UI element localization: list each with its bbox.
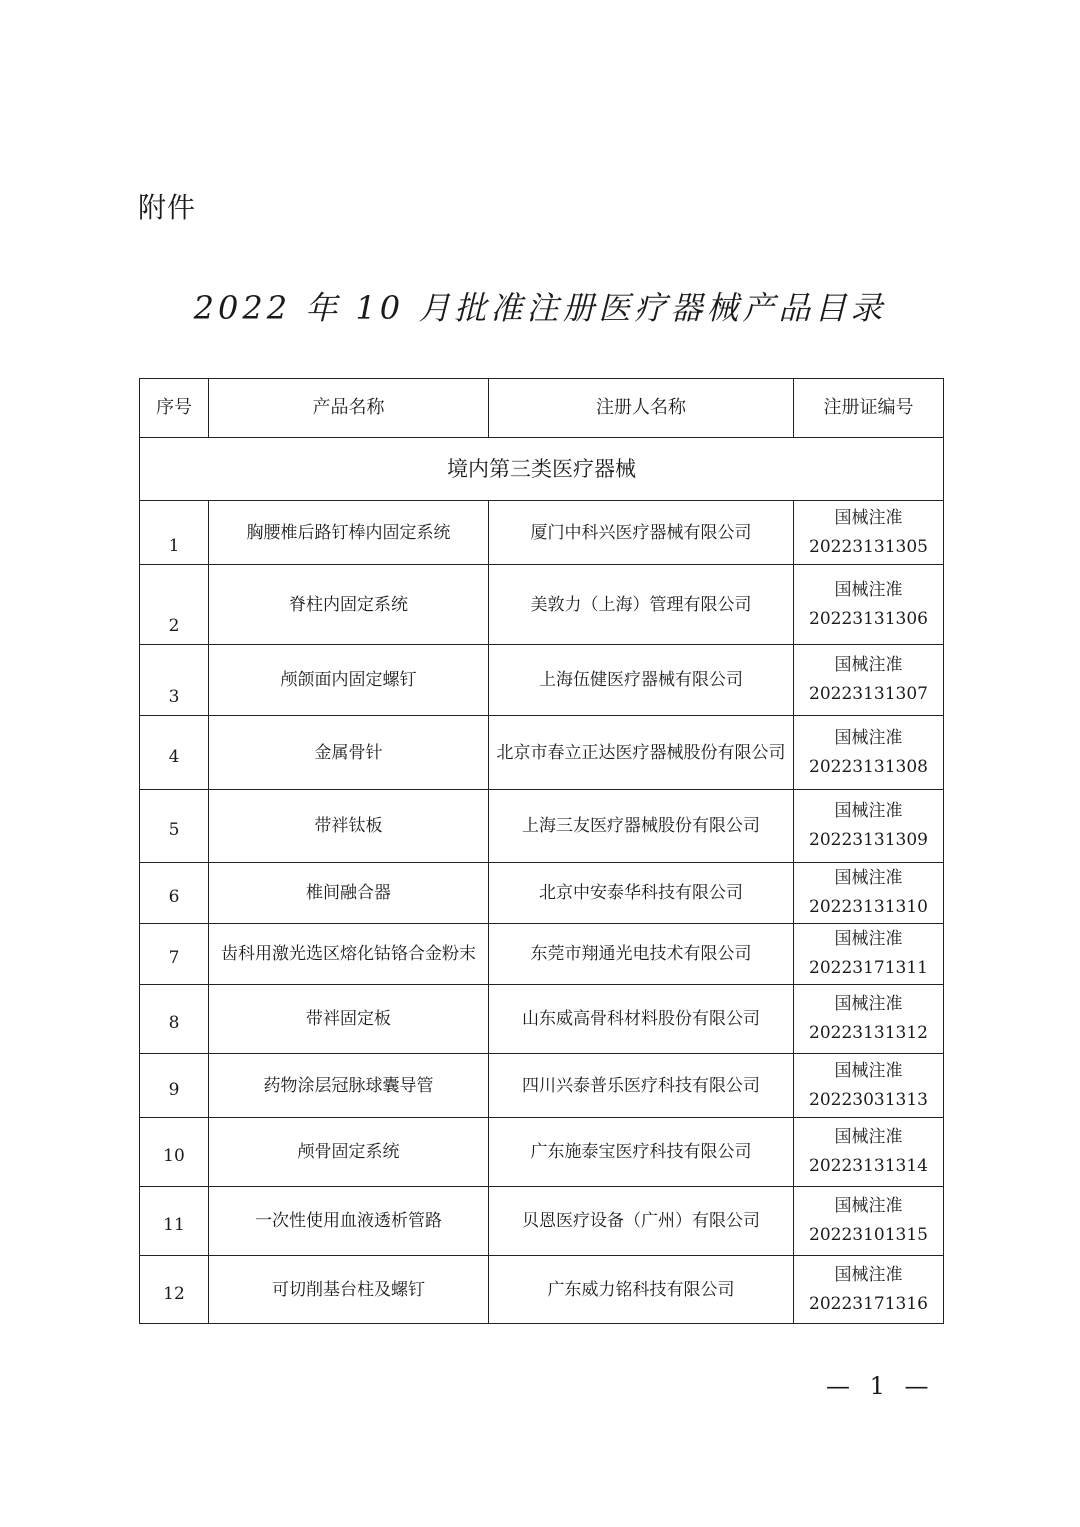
registrant-name: 贝恩医疗设备（广州）有限公司	[489, 1187, 794, 1256]
row-number: 10	[140, 1118, 209, 1187]
cert-code: 20223131312	[809, 1023, 928, 1043]
cert-number	[794, 924, 944, 985]
cert-code: 20223131310	[809, 897, 928, 917]
cert-code: 20223131308	[809, 756, 928, 777]
cert-code: 20223131306	[809, 608, 928, 629]
registrant-name: 上海三友医疗器械股份有限公司	[489, 790, 794, 863]
product-name: 颅骨固定系统	[209, 1118, 489, 1187]
cert-prefix: 国械注准	[834, 1060, 903, 1081]
table-row	[140, 1256, 944, 1324]
product-name: 一次性使用血液透析管路	[209, 1187, 489, 1256]
row-number: 1	[140, 501, 209, 565]
header-registrant: 注册人名称	[489, 379, 794, 438]
cert-number	[794, 1054, 944, 1118]
table-row	[140, 1187, 944, 1256]
row-number: 5	[140, 790, 209, 863]
product-name: 脊柱内固定系统	[209, 565, 489, 645]
product-name: 药物涂层冠脉球囊导管	[209, 1054, 489, 1118]
cert-code: 20223131309	[809, 830, 928, 850]
registrant-name: 北京中安泰华科技有限公司	[489, 863, 794, 924]
page-title: 2022 年 10 月批准注册医疗器械产品目录	[193, 289, 887, 327]
registrant-name: 上海伍健医疗器械有限公司	[489, 645, 794, 716]
registrant-name: 山东威高骨科材料股份有限公司	[489, 985, 794, 1054]
row-number: 3	[140, 645, 209, 716]
cert-prefix: 国械注准	[834, 655, 903, 675]
row-number: 9	[140, 1054, 209, 1118]
cert-code: 20223171316	[809, 1293, 928, 1314]
cert-prefix: 国械注准	[834, 929, 903, 949]
product-name: 胸腰椎后路钉棒内固定系统	[209, 501, 489, 565]
registrant-name: 广东威力铭科技有限公司	[489, 1256, 794, 1324]
row-number: 12	[140, 1256, 209, 1324]
header-product: 产品名称	[209, 379, 489, 438]
row-number: 2	[140, 565, 209, 645]
cert-prefix: 国械注准	[834, 1127, 903, 1147]
cert-prefix: 国械注准	[834, 579, 903, 600]
registrant-name: 美敦力（上海）管理有限公司	[489, 565, 794, 645]
product-name: 带袢钛板	[209, 790, 489, 863]
registrant-name: 厦门中科兴医疗器械有限公司	[489, 501, 794, 565]
device-table	[139, 378, 944, 1324]
table-header-row	[140, 379, 944, 438]
product-name: 齿科用激光选区熔化钴铬合金粉末	[209, 924, 489, 985]
cert-number	[794, 1256, 944, 1324]
header-cert: 注册证编号	[794, 379, 944, 438]
registrant-name: 广东施泰宝医疗科技有限公司	[489, 1118, 794, 1187]
table-row	[140, 716, 944, 790]
product-name: 椎间融合器	[209, 863, 489, 924]
table-row	[140, 863, 944, 924]
cert-code: 20223171311	[809, 958, 928, 978]
registrant-name: 东莞市翔通光电技术有限公司	[489, 924, 794, 985]
cert-number	[794, 790, 944, 863]
cert-number	[794, 645, 944, 716]
product-name: 可切削基台柱及螺钉	[209, 1256, 489, 1324]
cert-number	[794, 985, 944, 1054]
cert-number	[794, 565, 944, 645]
cert-code: 20223101315	[809, 1225, 928, 1245]
table-row	[140, 1054, 944, 1118]
table-row	[140, 645, 944, 716]
registrant-name: 北京市春立正达医疗器械股份有限公司	[489, 716, 794, 790]
product-name: 带袢固定板	[209, 985, 489, 1054]
cert-number	[794, 1118, 944, 1187]
row-number: 6	[140, 863, 209, 924]
row-number: 4	[140, 716, 209, 790]
row-number: 8	[140, 985, 209, 1054]
cert-prefix: 国械注准	[834, 994, 903, 1014]
row-number: 11	[140, 1187, 209, 1256]
cert-code: 20223031313	[809, 1089, 928, 1110]
product-name: 金属骨针	[209, 716, 489, 790]
table-row	[140, 790, 944, 863]
table-row	[140, 1118, 944, 1187]
cert-prefix: 国械注准	[834, 727, 903, 748]
row-number: 7	[140, 924, 209, 985]
cert-prefix: 国械注准	[834, 1196, 903, 1216]
product-name: 颅颌面内固定螺钉	[209, 645, 489, 716]
cert-number	[794, 863, 944, 924]
cert-number	[794, 716, 944, 790]
page-number: — 1 —	[826, 1372, 935, 1400]
registrant-name: 四川兴泰普乐医疗科技有限公司	[489, 1054, 794, 1118]
attachment-label: 附件	[138, 191, 197, 224]
table-row	[140, 985, 944, 1054]
table-row	[140, 501, 944, 565]
cert-prefix: 国械注准	[834, 868, 903, 888]
cert-number	[794, 1187, 944, 1256]
cert-prefix: 国械注准	[834, 801, 903, 821]
cert-prefix: 国械注准	[834, 507, 903, 528]
cert-code: 20223131314	[809, 1156, 928, 1176]
table-row	[140, 565, 944, 645]
section-row	[140, 438, 944, 501]
header-no: 序号	[140, 379, 209, 438]
cert-code: 20223131307	[809, 684, 928, 704]
cert-prefix: 国械注准	[834, 1264, 903, 1285]
cert-code: 20223131305	[809, 536, 928, 557]
cert-number	[794, 501, 944, 565]
table-row	[140, 924, 944, 985]
section-title: 境内第三类医疗器械	[140, 438, 944, 501]
